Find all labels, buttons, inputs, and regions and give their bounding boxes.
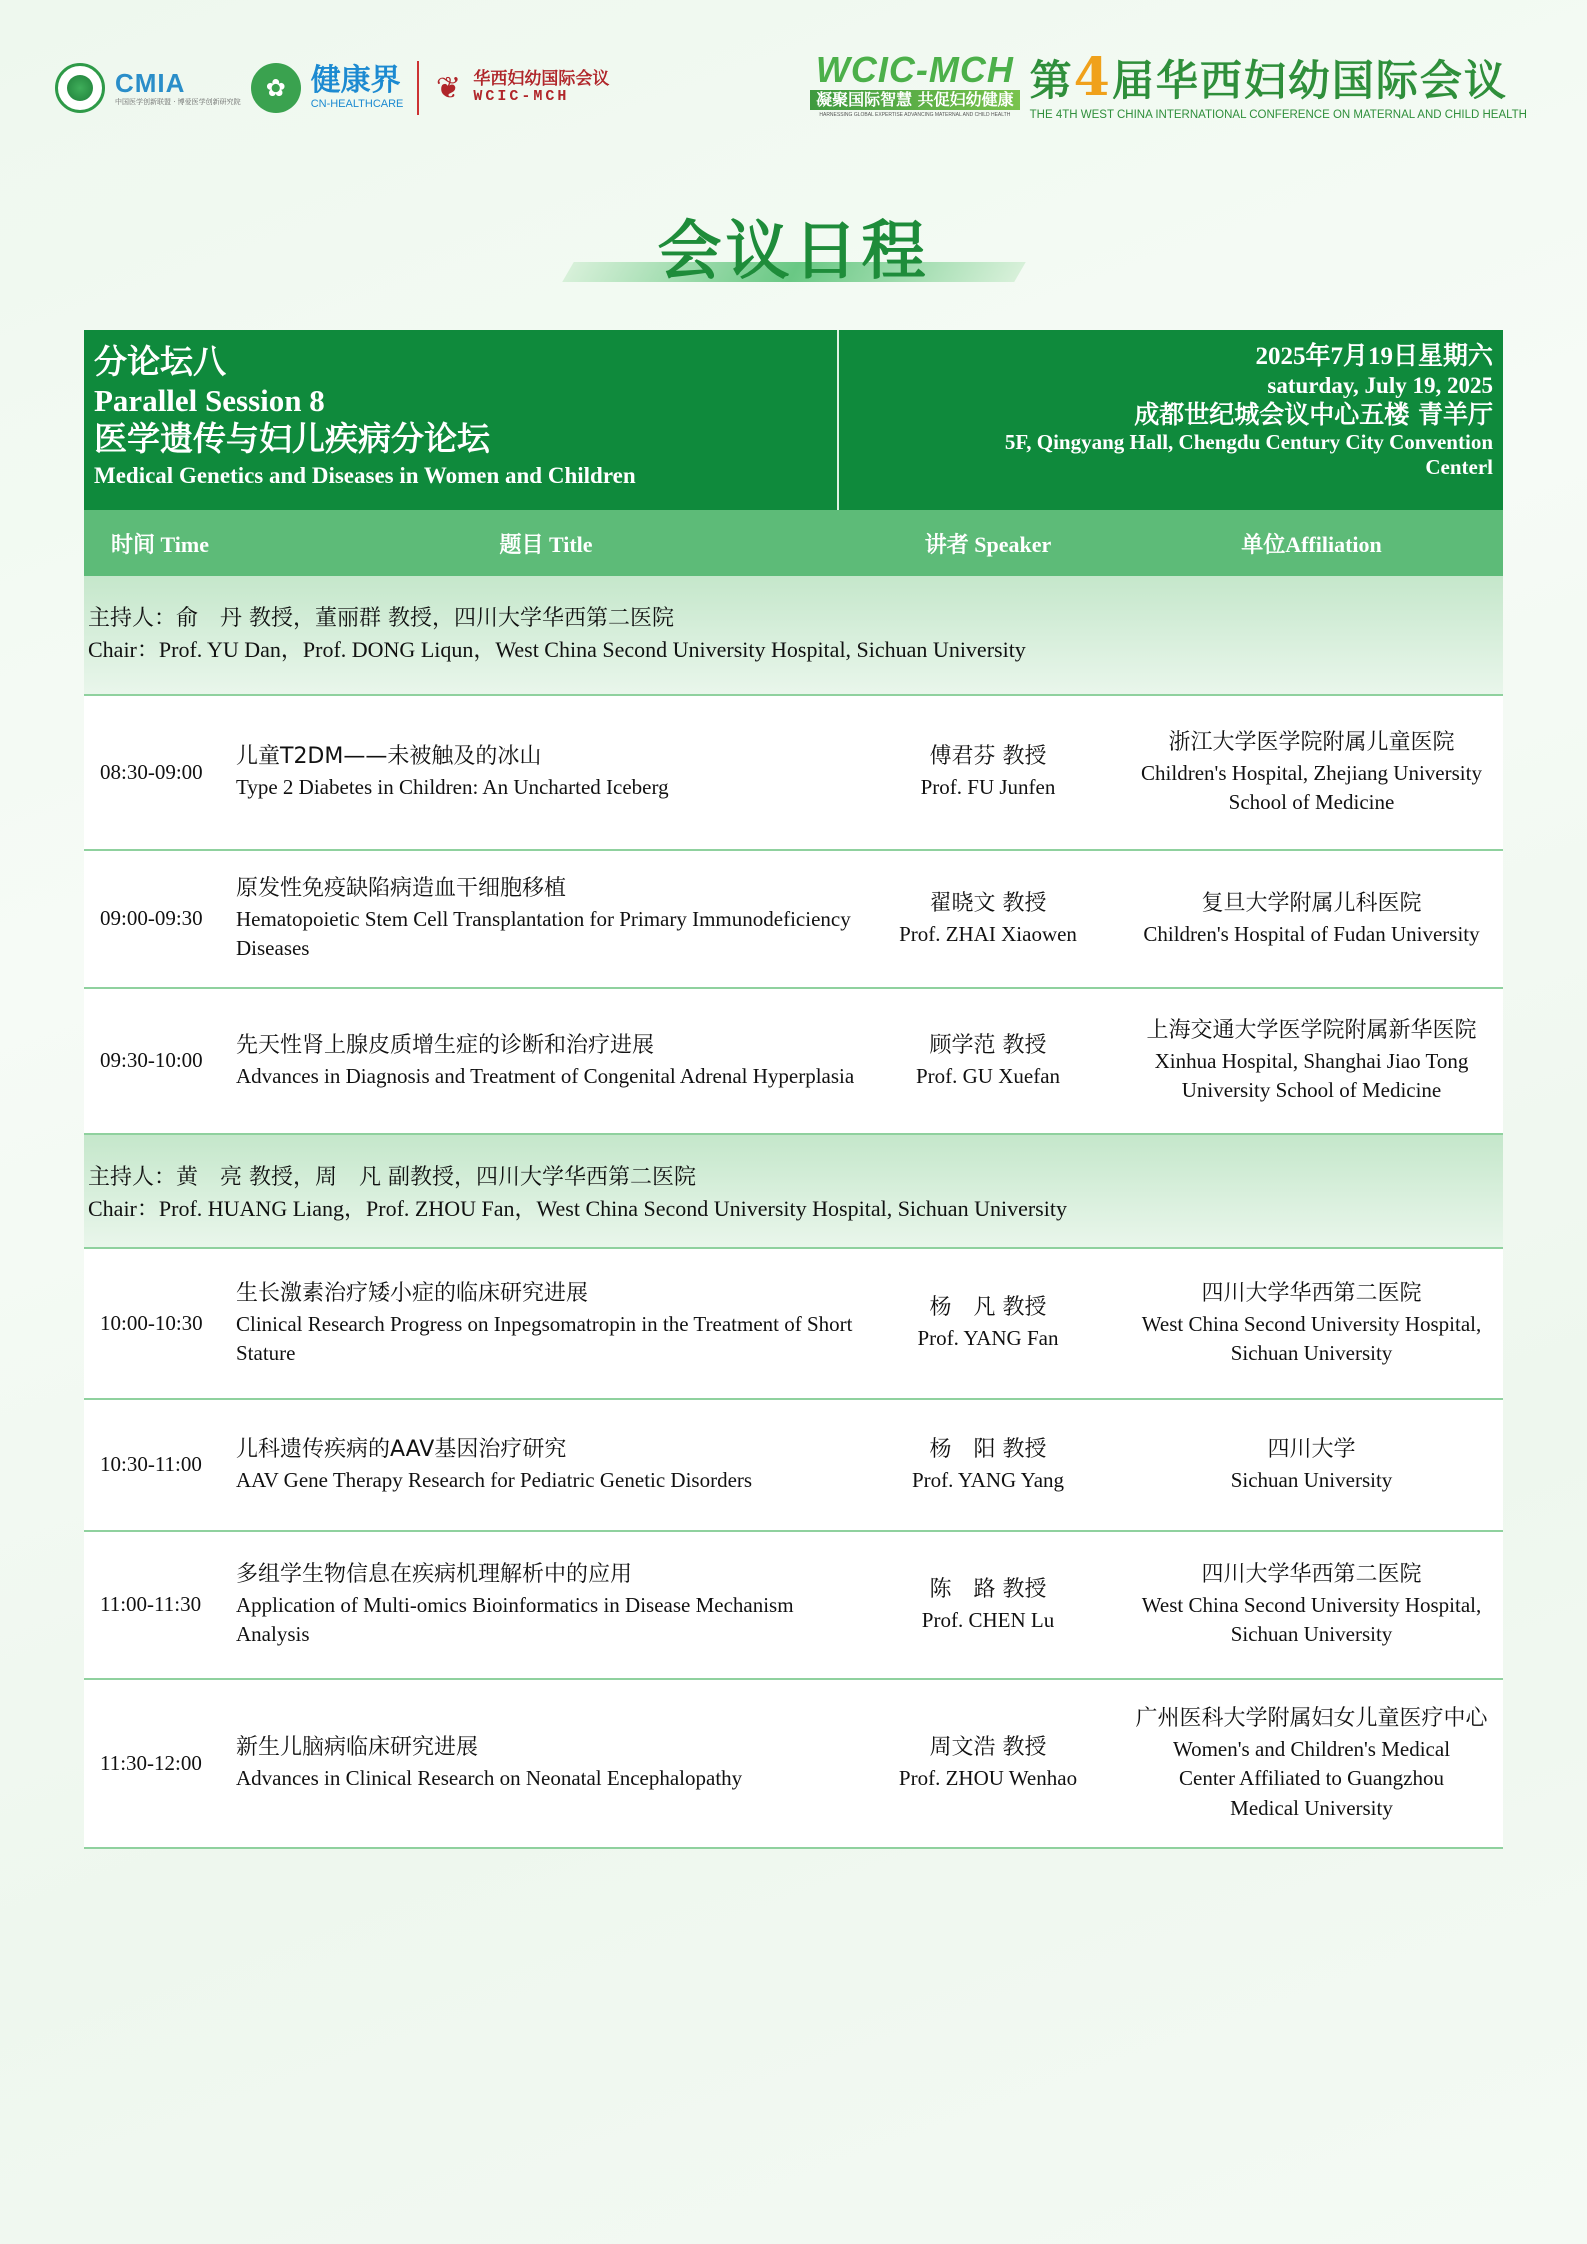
affiliation-en: Children's Hospital, Zhejiang University School of Medicine <box>1141 760 1482 814</box>
chair-en: Chair：Prof. HUANG Liang，Prof. ZHOU Fan，West China Second University Hospital, Sichuan University <box>88 1195 1067 1221</box>
speaker-en: Prof. CHEN Lu <box>921 1607 1055 1632</box>
session-location-en-2: Centerl <box>1425 454 1493 479</box>
session-date-en: saturday, July 19, 2025 <box>1267 373 1493 398</box>
title-cn: 原发性免疫缺陷病造血干细胞移植 <box>236 876 567 902</box>
table-column-header <box>84 510 1503 576</box>
speaker-cn: 陈 路 教授 <box>929 1576 1047 1602</box>
cnhealth-logo <box>310 63 404 110</box>
title-cell <box>236 1031 856 1091</box>
wcic-slogan: 凝聚国际智慧 共促妇幼健康 <box>810 90 1020 110</box>
speaker-cell <box>856 889 1120 949</box>
affiliation-en: Sichuan University <box>1230 1467 1393 1492</box>
wcic-small-en: WCIC-MCH <box>473 88 570 106</box>
speaker-cell <box>856 1435 1120 1495</box>
session-header <box>84 330 1503 510</box>
affiliation-cn: 四川大学华西第二医院 <box>1201 1280 1422 1306</box>
time-cell: 10:00-10:30 <box>100 1310 203 1335</box>
wcic-small-cn: 华西妇幼国际会议 <box>473 69 610 90</box>
wcic-tiny: HARNESSING GLOBAL EXPERTISE ADVANCING MATERNAL AND CHILD HEALTH <box>819 112 1011 118</box>
col-title: 题目 Title <box>499 531 593 558</box>
affiliation-cn: 复旦大学附属儿科医院 <box>1201 890 1422 916</box>
chair-row <box>84 1135 1503 1249</box>
speaker-cn: 翟晓文 教授 <box>929 890 1047 916</box>
cmia-logo <box>115 70 241 106</box>
cmia-emblem-icon <box>55 63 105 113</box>
affiliation-en: West China Second University Hospital, Sichuan University <box>1141 1311 1482 1365</box>
title-cell <box>236 874 856 964</box>
affiliation-en: Women's and Children's Medical Center Affiliated to Guangzhou Medical University <box>1172 1736 1451 1820</box>
title-cell <box>236 742 856 802</box>
time-cell: 10:30-11:00 <box>100 1452 202 1477</box>
title-cell <box>236 1435 856 1495</box>
speaker-en: Prof. YANG Yang <box>911 1467 1065 1492</box>
title-cell <box>236 1279 856 1369</box>
title-cn: 多组学生物信息在疾病机理解析中的应用 <box>236 1562 633 1588</box>
speaker-cell <box>856 1575 1120 1635</box>
speaker-en: Prof. YANG Fan <box>917 1326 1059 1351</box>
session-info <box>84 330 839 510</box>
conference-name-cn: 第4届华西妇幼国际会议 <box>1029 47 1508 108</box>
affiliation-cell <box>1120 1279 1503 1369</box>
table-row <box>84 1249 1503 1400</box>
title-en: Advances in Clinical Research on Neonatal Encephalopathy <box>236 1766 743 1791</box>
cmia-label: CMIA <box>115 68 186 98</box>
cnhealth-en: CN-HEALTHCARE <box>310 98 404 110</box>
session-date-cn: 2025年7月19日星期六 <box>1255 343 1493 370</box>
table-row <box>84 989 1503 1135</box>
speaker-cn: 杨 阳 教授 <box>929 1436 1047 1462</box>
col-time: 时间 Time <box>111 531 209 558</box>
affiliation-cn: 广州医科大学附属妇女儿童医疗中心 <box>1135 1706 1488 1732</box>
affiliation-en: Children's Hospital of Fudan University <box>1143 921 1480 946</box>
cnhealth-cn: 健康界 <box>310 63 401 98</box>
chair-en: Chair：Prof. YU Dan，Prof. DONG Liqun，West China Second University Hospital, Sichuan University <box>88 636 1026 662</box>
speaker-cn: 周文浩 教授 <box>929 1735 1047 1761</box>
session-name-cn: 分论坛八 <box>94 342 226 381</box>
title-en: Hematopoietic Stem Cell Transplantation for Primary Immunodeficiency Diseases <box>236 907 851 961</box>
chair-cn: 主持人：俞 丹 教授，董丽群 教授，四川大学华西第二医院 <box>88 606 674 631</box>
cmia-sub: 中国医学创新联盟 · 博爱医学创新研究院 <box>115 98 241 106</box>
title-cn: 新生儿脑病临床研究进展 <box>236 1735 479 1761</box>
title-en: Application of Multi-omics Bioinformatics in Disease Mechanism Analysis <box>236 1593 794 1647</box>
col-speaker: 讲者 Speaker <box>924 531 1052 558</box>
time-cell: 11:30-12:00 <box>100 1750 202 1775</box>
title-cn: 儿童T2DM——未被触及的冰山 <box>236 744 542 770</box>
speaker-cn: 杨 凡 教授 <box>929 1295 1047 1321</box>
session-topic-cn: 医学遗传与妇儿疾病分论坛 <box>94 418 490 458</box>
conference-name-en: THE 4TH WEST CHINA INTERNATIONAL CONFERENCE ON MATERNAL AND CHILD HEALTH <box>1029 109 1527 121</box>
speaker-en: Prof. ZHOU Wenhao <box>898 1766 1078 1791</box>
speaker-cell <box>856 1293 1120 1353</box>
header-logos-left <box>55 56 609 120</box>
affiliation-cell <box>1120 728 1503 818</box>
affiliation-cn: 浙江大学医学院附属儿童医院 <box>1168 729 1455 755</box>
cnhealth-logo-icon: ✿ <box>251 63 301 113</box>
title-cell <box>236 1733 856 1793</box>
affiliation-cell <box>1120 1560 1503 1650</box>
title-en: Clinical Research Progress on Inpegsomatropin in the Treatment of Short Stature <box>236 1311 853 1365</box>
title-cn: 生长激素治疗矮小症的临床研究进展 <box>236 1280 589 1306</box>
time-cell: 08:30-09:00 <box>100 759 203 784</box>
time-cell: 09:30-10:00 <box>100 1048 203 1073</box>
affiliation-cn: 四川大学 <box>1267 1436 1356 1462</box>
affiliation-cn: 四川大学华西第二医院 <box>1201 1562 1422 1588</box>
session-topic-en: Medical Genetics and Diseases in Women and Children <box>94 463 636 489</box>
session-time-location <box>839 330 1503 510</box>
title-en: Type 2 Diabetes in Children: An Uncharted Iceberg <box>236 775 669 800</box>
title-cell <box>236 1560 856 1650</box>
speaker-cell <box>856 1733 1120 1793</box>
speaker-cn: 傅君芬 教授 <box>929 744 1047 770</box>
time-cell: 09:00-09:30 <box>100 906 203 931</box>
table-row <box>84 1680 1503 1849</box>
speaker-en: Prof. FU Junfen <box>920 775 1056 800</box>
conference-name-logo <box>1029 47 1527 122</box>
affiliation-cell <box>1120 889 1503 949</box>
session-location-en-1: 5F, Qingyang Hall, Chengdu Century City Convention <box>1004 429 1493 454</box>
chair-cn: 主持人：黄 亮 教授，周 凡 副教授，四川大学华西第二医院 <box>88 1165 696 1190</box>
affiliation-en: Xinhua Hospital, Shanghai Jiao Tong University School of Medicine <box>1154 1049 1469 1103</box>
title-en: Advances in Diagnosis and Treatment of Congenital Adrenal Hyperplasia <box>236 1063 855 1088</box>
time-cell: 11:00-11:30 <box>100 1592 202 1617</box>
affiliation-cn: 上海交通大学医学院附属新华医院 <box>1146 1018 1477 1044</box>
affiliation-cell <box>1120 1016 1503 1106</box>
table-row <box>84 1400 1503 1532</box>
wcic-small-logo <box>473 70 609 105</box>
chair-row <box>84 576 1503 696</box>
wcic-flame-icon: ❦ <box>435 70 461 106</box>
wcic-big-logo <box>810 49 1020 118</box>
col-affiliation: 单位Affiliation <box>1241 531 1382 558</box>
title-en: AAV Gene Therapy Research for Pediatric Genetic Disorders <box>236 1467 753 1492</box>
speaker-cn: 顾学范 教授 <box>929 1032 1047 1058</box>
speaker-cell <box>856 1031 1120 1091</box>
speaker-en: Prof. ZHAI Xiaowen <box>899 921 1077 946</box>
table-row <box>84 1532 1503 1680</box>
table-row <box>84 696 1503 851</box>
title-cn: 儿科遗传疾病的AAV基因治疗研究 <box>236 1436 567 1462</box>
logo-divider <box>417 61 419 115</box>
header-logos-right <box>810 47 1527 122</box>
wcic-big-label: WCIC-MCH <box>815 49 1014 90</box>
page-title: 会议日程 <box>657 215 930 289</box>
title-cn: 先天性肾上腺皮质增生症的诊断和治疗进展 <box>236 1032 655 1058</box>
session-name-en: Parallel Session 8 <box>94 382 325 418</box>
affiliation-cell <box>1120 1704 1503 1823</box>
affiliation-cell <box>1120 1435 1503 1495</box>
speaker-en: Prof. GU Xuefan <box>915 1063 1061 1088</box>
table-row <box>84 851 1503 989</box>
affiliation-en: West China Second University Hospital, Sichuan University <box>1141 1593 1482 1647</box>
session-location-cn: 成都世纪城会议中心五楼 青羊厅 <box>1134 399 1493 429</box>
speaker-cell <box>856 742 1120 802</box>
